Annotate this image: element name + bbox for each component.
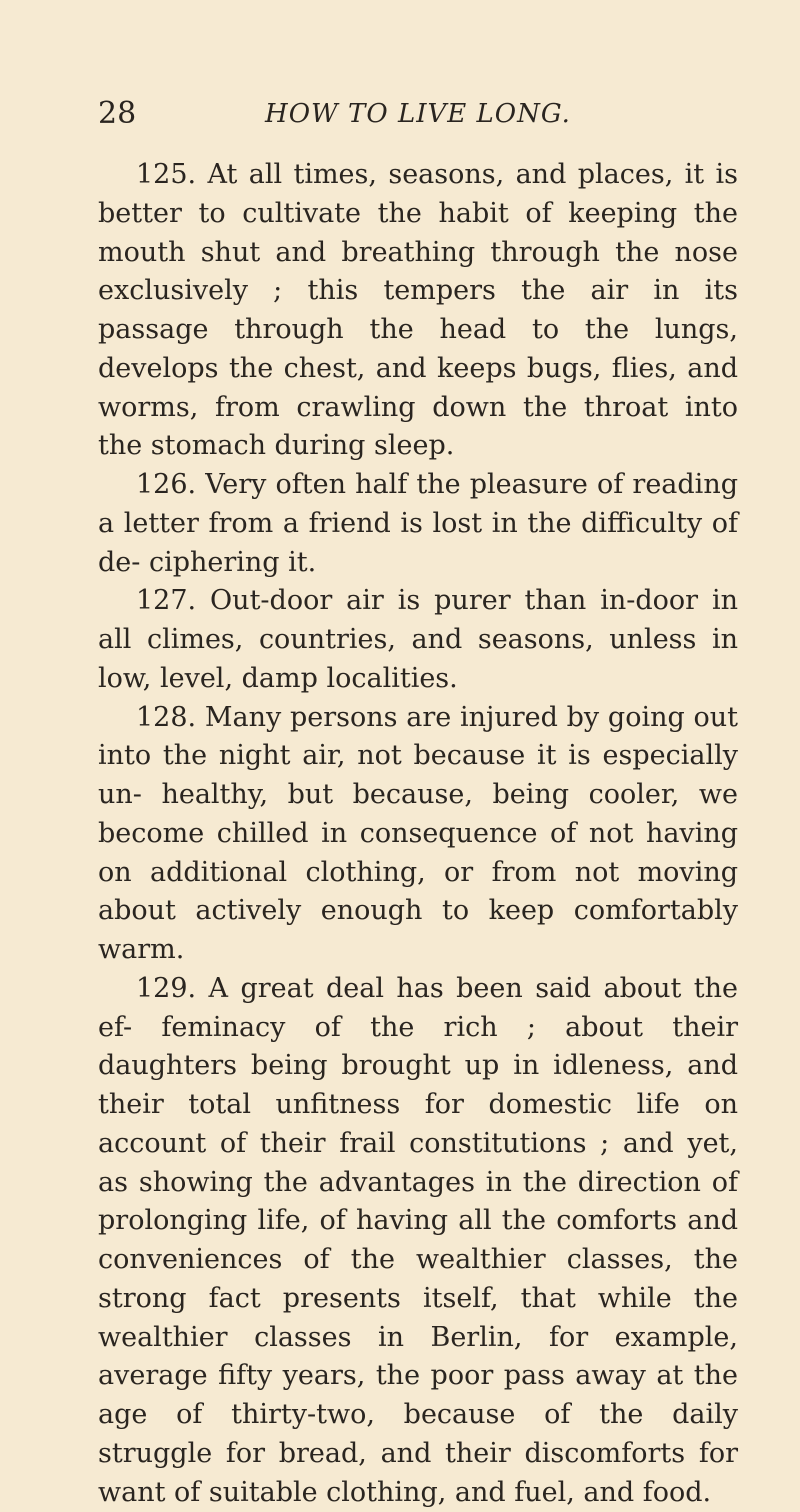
paragraph-126: 126. Very often half the pleasure of reading a letter from a friend is lost in the difficulty of de- ciphering it. [98,469,738,578]
paragraph-129: 129. A great deal has been said about the ef- feminacy of the rich ; about their daughters being brought up in idleness, and their total unfitness for domestic life on account of their frail constitutions ; and yet, as showing the advantages in the direction of prolonging life, of having all the comforts and conveniences of the wealthier classes, the strong fact presents itself, that while the wealthier classes in Berlin, for example, average fifty years, the poor pass away at the age of thirty-two, because of the daily struggle for bread, and their discomforts for want of suitable clothing, and fuel, and food. [98,972,738,1508]
paragraph-128: 128. Many persons are injured by going out into the night air, not because it is especially un- healthy, but because, being cooler, we become chilled in consequence of not having on additional clothing, or from not moving about actively enough to keep comfortably warm. [98,701,738,965]
page-header [98,94,738,134]
running-title: HOW TO LIVE LONG. [265,99,571,129]
page-number: 28 [98,96,137,131]
paragraph-125: 125. At all times, seasons, and places, it is better to cultivate the habit of keeping the mouth shut and breathing through the nose exclusively ; this tempers the air in its passage through the head to the lungs, develops the chest, and keeps bugs, flies, and worms, from crawling down the throat into the stomach during sleep. [98,159,738,462]
paragraph-127: 127. Out-door air is purer than in-door in all climes, countries, and seasons, unless in low, level, damp localities. [98,585,738,694]
body-text [98,156,738,1512]
